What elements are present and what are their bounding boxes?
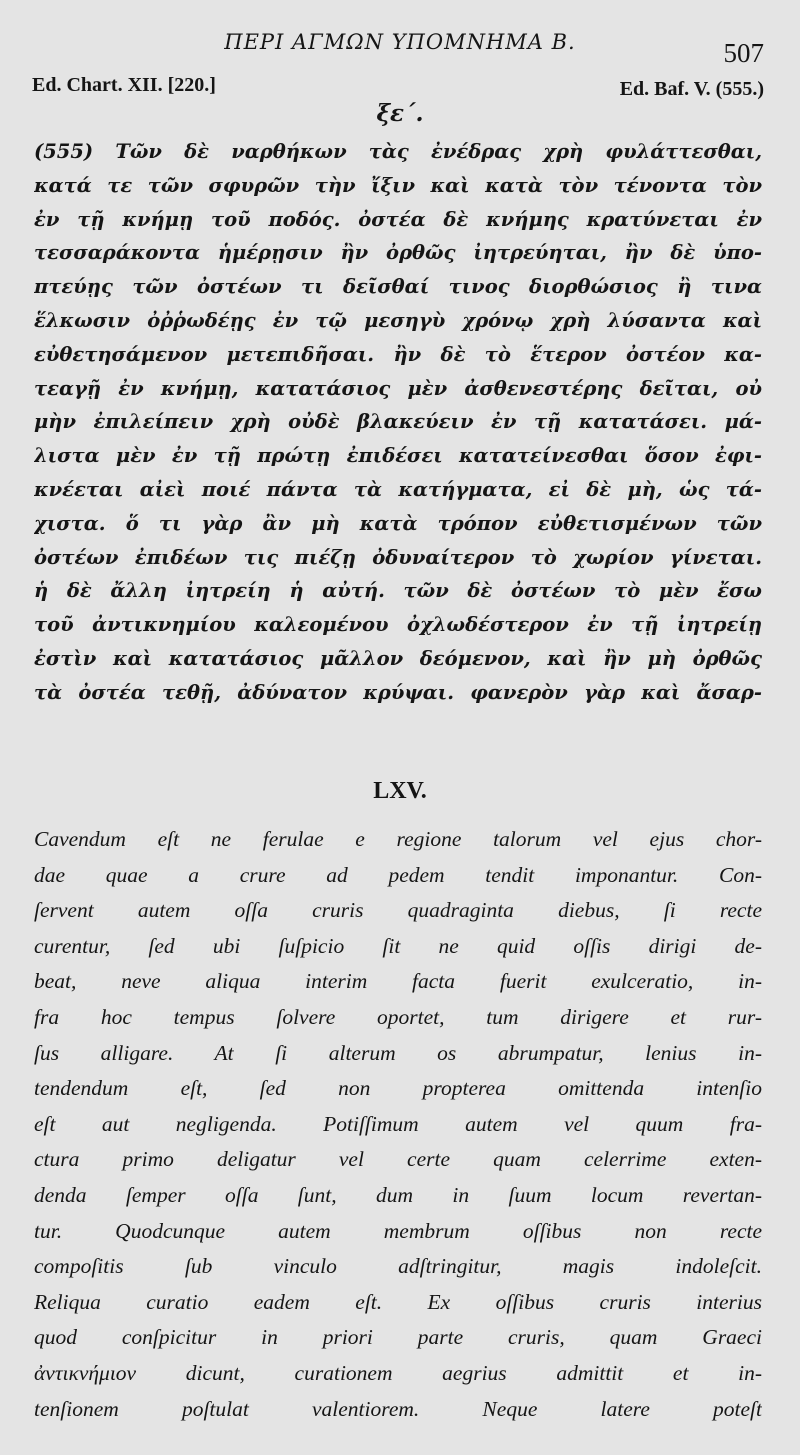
latin-line: curentur, ſed ubi ſuſpicio ſit ne quid oſſis dirigi de- bbox=[34, 933, 762, 958]
greek-section-number: ξε΄. bbox=[376, 100, 424, 127]
greek-line: λιστα μὲν ἐν τῇ πρώτῃ ἐπιδέσει κατατείνεσθαι ὅσον ἐφι- bbox=[34, 444, 762, 468]
latin-chapter-heading: LXV. bbox=[373, 778, 427, 804]
greek-line: χιστα. ὅ τι γὰρ ἂν μὴ κατὰ τρόπον εὐθετισμένων τῶν bbox=[34, 511, 762, 535]
page-number: 507 bbox=[723, 38, 764, 68]
greek-line: ἐν τῇ κνήμῃ τοῦ ποδός. ὀστέα δὲ κνήμης κρατύνεται ἐν bbox=[34, 207, 762, 231]
greek-line: κατά τε τῶν σφυρῶν τὴν ἴξιν καὶ κατὰ τὸν τένοντα τὸν bbox=[34, 173, 762, 197]
latin-line: tur. Quodcunque autem membrum oſſibus non recte bbox=[34, 1218, 762, 1243]
greek-line: ἐστὶν καὶ κατατάσιος μᾶλλον δεόμενον, καὶ ἢν μὴ ὀρθῶς bbox=[34, 646, 762, 670]
latin-line: ctura primo deligatur vel certe quam celerrime exten- bbox=[34, 1147, 762, 1172]
greek-line: τὰ ὀστέα τεθῇ, ἀδύνατον κρύψαι. φανερὸν γὰρ καὶ ἄσαρ- bbox=[34, 680, 762, 704]
greek-line: τεαγῇ ἐν κνήμῃ, κατατάσιος μὲν ἀσθενεστέρης δεῖται, οὐ bbox=[34, 376, 762, 400]
latin-line: quod conſpicitur in priori parte cruris, quam Graeci bbox=[34, 1325, 762, 1350]
greek-line: ἡ δὲ ἄλλη ἰητρείη ἡ αὐτή. τῶν δὲ ὀστέων τὸ μὲν ἔσω bbox=[34, 579, 762, 603]
latin-line: Reliqua curatio eadem eſt. Ex oſſibus cruris interius bbox=[34, 1289, 762, 1314]
greek-line: πτεύῃς τῶν ὀστέων τι δεῖσθαί τινος διορθώσιος ἢ τινα bbox=[34, 275, 762, 299]
latin-line: compoſitis ſub vinculo adſtringitur, magis indoleſcit. bbox=[34, 1254, 762, 1279]
latin-line: eſt aut negligenda. Potiſſimum autem vel quum fra- bbox=[34, 1111, 762, 1136]
running-title: ΠΕΡΙ ΑΓΜΩΝ ΥΠΟΜΝΗΜΑ Β. bbox=[224, 30, 576, 54]
greek-line: μὴν ἐπιλείπειν χρὴ οὐδὲ βλακεύειν ἐν τῇ κατατάσει. μά- bbox=[34, 410, 762, 434]
latin-line: tenſionem poſtulat valentiorem. Neque latere poteſt bbox=[34, 1396, 762, 1421]
latin-line: dae quae a crure ad pedem tendit imponantur. Con- bbox=[34, 862, 762, 887]
edition-reference-left: Ed. Chart. XII. [220.] bbox=[32, 74, 216, 96]
latin-line: ἀντικνήμιον dicunt, curationem aegrius admittit et in- bbox=[34, 1360, 762, 1385]
latin-line: Cavendum eſt ne ferulae e regione talorum vel ejus chor- bbox=[34, 827, 762, 851]
greek-line: ὀστέων ἐπιδέων τις πιέζῃ ὀδυναίτερον τὸ χωρίον γίνεται. bbox=[34, 545, 762, 569]
edition-reference-right: Ed. Baf. V. (555.) bbox=[619, 78, 764, 100]
greek-line: εὐθετησάμενον μετεπιδῆσαι. ἢν δὲ τὸ ἕτερον ὀστέον κα- bbox=[34, 342, 762, 366]
latin-line: tendendum eſt, ſed non propterea omittenda intenſio bbox=[34, 1076, 762, 1101]
greek-line: τοῦ ἀντικνημίου καλεομένου ὀχλωδέστερον ἐν τῇ ἰητρείῃ bbox=[34, 613, 762, 637]
latin-line: fra hoc tempus ſolvere oportet, tum dirigere et rur- bbox=[34, 1004, 762, 1029]
latin-text-block bbox=[34, 822, 762, 1427]
latin-line: ſus alligare. At ſi alterum os abrumpatur, lenius in- bbox=[34, 1040, 762, 1065]
greek-line: (555) Τῶν δὲ ναρθήκων τὰς ἐνέδρας χρὴ φυλάττεσθαι, bbox=[34, 140, 762, 163]
latin-line: ſervent autem oſſa cruris quadraginta diebus, ſi recte bbox=[34, 898, 762, 923]
latin-line: denda ſemper oſſa ſunt, dum in ſuum locum revertan- bbox=[34, 1182, 762, 1207]
greek-line: ἕλκωσιν ὀῤῥωδέῃς ἐν τῷ μεσηγὺ χρόνῳ χρὴ λύσαντα καὶ bbox=[34, 308, 762, 332]
greek-line: κνέεται αἰεὶ ποιέ πάντα τὰ κατήγματα, εἰ δὲ μὴ, ὡς τά- bbox=[34, 477, 762, 501]
latin-line: beat, neve aliqua interim facta fuerit exulceratio, in- bbox=[34, 969, 762, 994]
greek-text-block bbox=[34, 135, 762, 710]
greek-line: τεσσαράκοντα ἡμέρῃσιν ἢν ὀρθῶς ἰητρεύηται, ἢν δὲ ὑπο- bbox=[34, 241, 762, 265]
